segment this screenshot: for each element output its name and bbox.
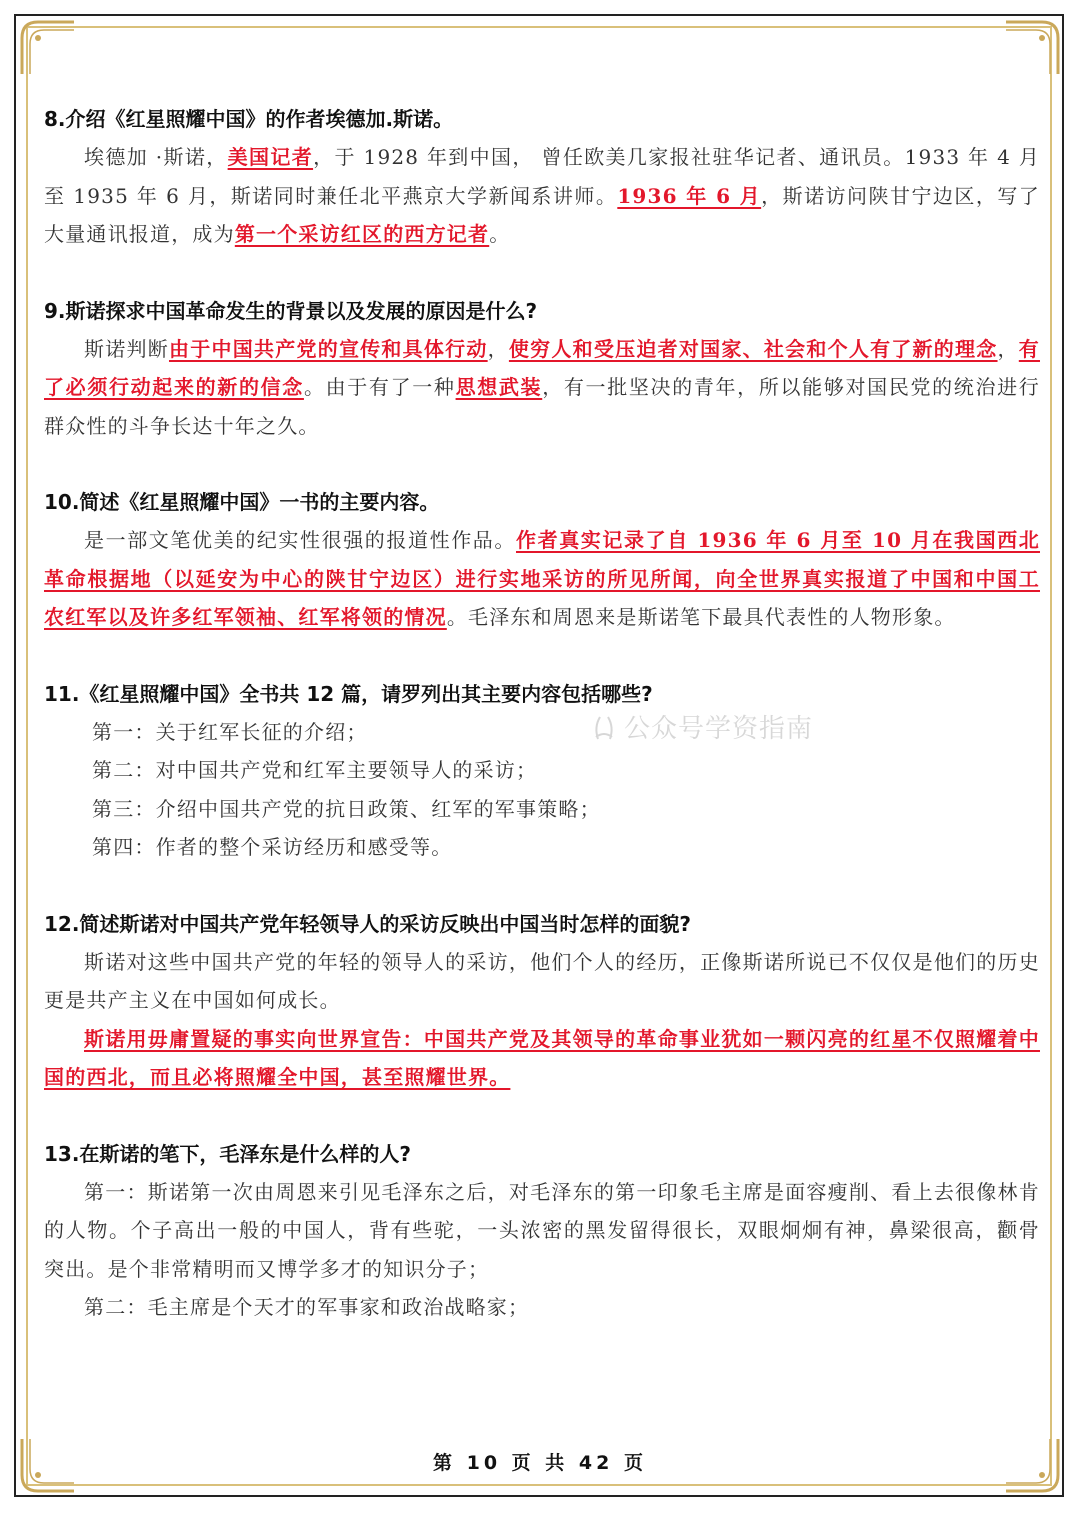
question-heading: 8.介绍《红星照耀中国》的作者埃德加.斯诺。 [44,107,454,131]
section-spacer [44,1097,1040,1135]
section-spacer [44,254,1040,292]
text-segment: 。毛泽东和周恩来是斯诺笔下最具代表性的人物形象。 [446,605,956,629]
highlighted-key-phrase: 第一个采访红区的西方记者 [234,222,490,246]
text-segment: 斯诺对这些中国共产党的年轻的领导人的采访，他们个人的经历，正像斯诺所说已不仅仅是他们的历史更是共产主义在中国如何成长。 [44,949,1040,1012]
answer-paragraph [44,521,1040,637]
question-heading: 13.在斯诺的笔下，毛泽东是什么样的人? [44,1141,412,1166]
corner-ornament-icon [18,18,78,78]
list-item: 第二：对中国共产党和红军主要领导人的采访； [92,758,538,782]
answer-paragraph [44,943,1040,1020]
text-segment: 第一：斯诺第一次由周恩来引见毛泽东之后，对毛泽东的第一印象毛主席是面容瘦削、看上去很像林肯的人物。个子高出一般的中国人，背有些驼，一头浓密的黑发留得很长，双眼炯炯有神，鼻梁很高，颧骨突出。是个非常精明而又博学多才的知识分子； [44,1179,1040,1281]
highlighted-key-phrase: 1936 年 6 月 [617,183,762,208]
rabbit-logo-icon [590,713,618,741]
answer-paragraph [44,330,1040,446]
highlighted-key-phrase: 由于中国共产党的宣传和具体行动 [168,336,488,361]
section-spacer [44,637,1040,675]
document-body [44,100,1040,1327]
section-spacer [44,867,1040,905]
watermark [590,708,813,745]
answer-paragraph [44,1288,1040,1327]
list-item: 第三：介绍中国共产党的抗日政策、红军的军事策略； [92,796,601,821]
text-segment: 斯诺判断 [84,336,169,361]
highlighted-key-phrase: 思想武装 [455,375,543,399]
watermark-text: 公众号学资指南 [624,714,814,744]
text-segment: ，有一批坚决的青年，所以能够对国民党的统治进行群众性的斗争长达十年之久。 [44,375,1040,438]
answer-paragraph [44,1173,1040,1289]
text-segment: ， [487,336,509,361]
section-spacer [44,445,1040,483]
text-segment: ，于 1928 年到中国， 曾任欧美几家报社驻华记者、通讯员。1933 年 4 月至 1935 年 6 月，斯诺同时兼任北平燕京大学新闻系讲师。 [44,145,1040,208]
text-segment: ，斯诺访问陕甘宁边区，写了大量通讯报道，成为 [44,183,1040,246]
text-segment: 。 [489,222,511,246]
answer-paragraph [44,1020,1040,1097]
highlighted-key-phrase: 使穷人和受压迫者对国家、社会和个人有了新的理念 [508,336,998,361]
highlighted-key-phrase: 作者真实记录了自 1936 年 6 月至 10 月在我国西北革命根据地（以延安为中心的陕甘宁边区）进行实地采访的所见所闻，向全世界真实报道了中国和中国工农红军以及许多红军领袖、红军将领的情况 [44,528,1040,629]
highlighted-key-phrase: 美国记者 [227,145,314,169]
text-segment: 是一部文笔优美的纪实性很强的报道性作品。 [84,528,516,552]
text-segment: 埃德加 ·斯诺， [84,145,228,169]
corner-ornament-icon [1002,18,1062,78]
answer-paragraph [44,138,1040,254]
question-heading: 9.斯诺探求中国革命发生的背景以及发展的原因是什么? [44,298,538,323]
question-heading: 12.简述斯诺对中国共产党年轻领导人的采访反映出中国当时怎样的面貌? [44,911,692,936]
page-number-footer: 第 10 页 共 42 页 [433,1452,647,1474]
list-item: 第一：关于红军长征的介绍； [92,719,368,744]
text-segment: 第二：毛主席是个天才的军事家和政治战略家； [84,1295,530,1319]
question-heading: 11.《红星照耀中国》全书共 12 篇，请罗列出其主要内容包括哪些? [44,681,653,706]
question-heading: 10.简述《红星照耀中国》一书的主要内容。 [44,490,440,514]
list-item: 第四：作者的整个采访经历和感受等。 [92,835,453,859]
text-segment: 。由于有了一种 [303,375,456,399]
highlighted-key-phrase: 斯诺用毋庸置疑的事实向世界宣告：中国共产党及其领导的革命事业犹如一颗闪亮的红星不仅照耀着中国的西北，而且必将照耀全中国，甚至照耀世界。 [44,1026,1040,1089]
highlighted-key-phrase: 有了必须行动起来的新的信念 [44,336,1040,399]
text-segment: ， [997,336,1019,361]
